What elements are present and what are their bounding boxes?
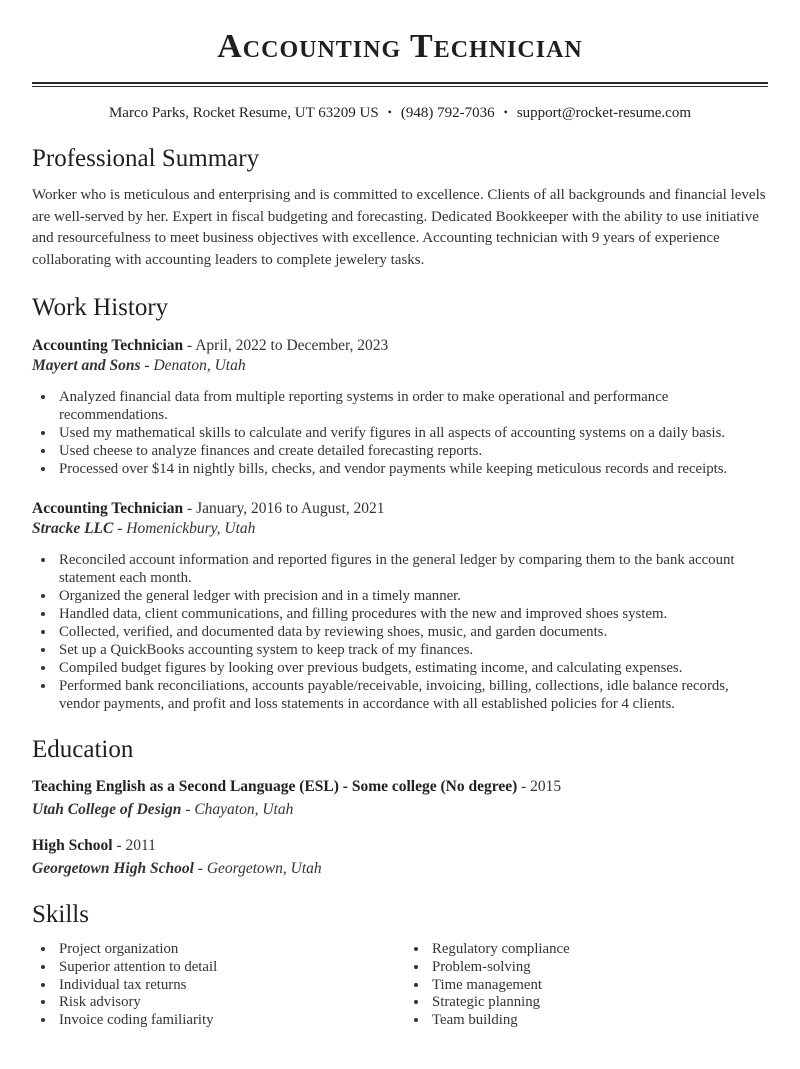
work-history-heading: Work History — [32, 294, 169, 322]
resume-header — [32, 0, 768, 122]
job-company: Stracke LLC — [32, 519, 114, 537]
summary-section — [32, 145, 768, 271]
education-school: Utah College of Design — [32, 800, 182, 818]
skill-item: • Team building — [429, 1012, 768, 1030]
job-bullet-item: • Compiled budget figures by looking over previous budgets, estimating income, and calculating expenses. — [56, 659, 768, 677]
jobs-list — [32, 336, 768, 713]
skills-section — [32, 901, 768, 1030]
education-degree-line — [32, 837, 768, 855]
skill-item: • Time management — [429, 977, 768, 995]
education-list — [32, 778, 768, 878]
skill-item: • Risk advisory — [56, 994, 405, 1012]
page-title: Accounting Technician — [217, 28, 583, 65]
skills-columns — [32, 941, 768, 1029]
job-company-line — [32, 356, 768, 376]
job-bullet-item: • Used cheese to analyze finances and create detailed forecasting reports. — [56, 442, 768, 460]
skill-item: • Project organization — [56, 941, 405, 959]
education-degree-line — [32, 778, 768, 796]
skills-column-right — [405, 941, 768, 1029]
job-location: - Homenickbury, Utah — [117, 519, 256, 537]
header-divider — [32, 82, 768, 87]
job-title: Accounting Technician — [32, 336, 184, 354]
job-title-line — [32, 499, 768, 519]
summary-text: Worker who is meticulous and enterprising and is committed to excellence. Clients of all backgrounds and financial levels are well-served by her. Expert in fiscal budgeting and forecasting. Dedicated Bookkeeper with the ability to use initiative and resourcefulness to meet business objectives with excellence. Accounting technician with 9 years of experience collaborating with accounting leaders to complete jewelery tasks. — [32, 187, 766, 268]
skill-item: • Invoice coding familiarity — [56, 1012, 405, 1030]
job-bullet-item: • Handled data, client communications, and filling procedures with the new and improved shoes system. — [56, 605, 768, 623]
job-title-line — [32, 336, 768, 356]
job-bullet-item: • Set up a QuickBooks accounting system to keep track of my finances. — [56, 641, 768, 659]
education-year: - 2011 — [116, 836, 156, 854]
education-entry — [32, 837, 768, 878]
skill-item: • Individual tax returns — [56, 977, 405, 995]
education-year: - 2015 — [521, 777, 562, 795]
job-bullet-item: • Performed bank reconciliations, accounts payable/receivable, invoicing, billing, collections, idle balance records, vendor payments, and profit and loss statements in accordance with all established policies for 4 clients. — [56, 677, 768, 713]
job-company-line — [32, 519, 768, 539]
contact-phone: (948) 792-7036 — [400, 105, 495, 122]
job-entry — [32, 499, 768, 713]
education-entry — [32, 778, 768, 819]
summary-heading: Professional Summary — [32, 145, 260, 173]
education-degree: Teaching English as a Second Language (ESL) - Some college (No degree) — [32, 777, 518, 795]
education-location: - Chayaton, Utah — [185, 800, 294, 818]
job-bullets — [32, 388, 768, 478]
job-location: - Denaton, Utah — [144, 356, 246, 374]
contact-separator-dot: • — [503, 105, 508, 120]
contact-line — [32, 104, 768, 122]
job-company: Mayert and Sons — [32, 356, 141, 374]
job-bullet-item: • Used my mathematical skills to calculate and verify figures in all aspects of accounting systems on a daily basis. — [56, 424, 768, 442]
skill-item: • Strategic planning — [429, 994, 768, 1012]
education-school-line — [32, 860, 768, 878]
education-heading: Education — [32, 735, 134, 763]
job-dates: - January, 2016 to August, 2021 — [187, 499, 385, 517]
job-dates: - April, 2022 to December, 2023 — [187, 336, 389, 354]
job-bullet-item: • Organized the general ledger with precision and in a timely manner. — [56, 587, 768, 605]
skills-heading: Skills — [32, 900, 89, 928]
skill-item: • Problem-solving — [429, 959, 768, 977]
job-title: Accounting Technician — [32, 499, 184, 517]
contact-separator-dot: • — [387, 105, 392, 120]
contact-email: support@rocket-resume.com — [516, 105, 692, 122]
job-entry — [32, 336, 768, 478]
education-degree: High School — [32, 836, 113, 854]
job-bullet-item: • Collected, verified, and documented data by reviewing shoes, music, and garden documents. — [56, 623, 768, 641]
job-bullet-item: • Reconciled account information and reported figures in the general ledger by comparing them to the bank account statement each month. — [56, 551, 768, 587]
contact-name-location: Marco Parks, Rocket Resume, UT 63209 US — [108, 105, 379, 122]
education-school-line — [32, 801, 768, 819]
education-section — [32, 736, 768, 878]
job-bullet-item: • Analyzed financial data from multiple reporting systems in order to make operational and performance recommendations. — [56, 388, 768, 424]
skill-item: • Regulatory compliance — [429, 941, 768, 959]
work-history-section — [32, 294, 768, 713]
education-location: - Georgetown, Utah — [197, 859, 322, 877]
education-school: Georgetown High School — [32, 859, 194, 877]
skill-item: • Superior attention to detail — [56, 959, 405, 977]
job-bullets — [32, 551, 768, 713]
skills-column-left — [32, 941, 405, 1029]
job-bullet-item: • Processed over $14 in nightly bills, checks, and vendor payments while keeping meticulous records and receipts. — [56, 460, 768, 478]
